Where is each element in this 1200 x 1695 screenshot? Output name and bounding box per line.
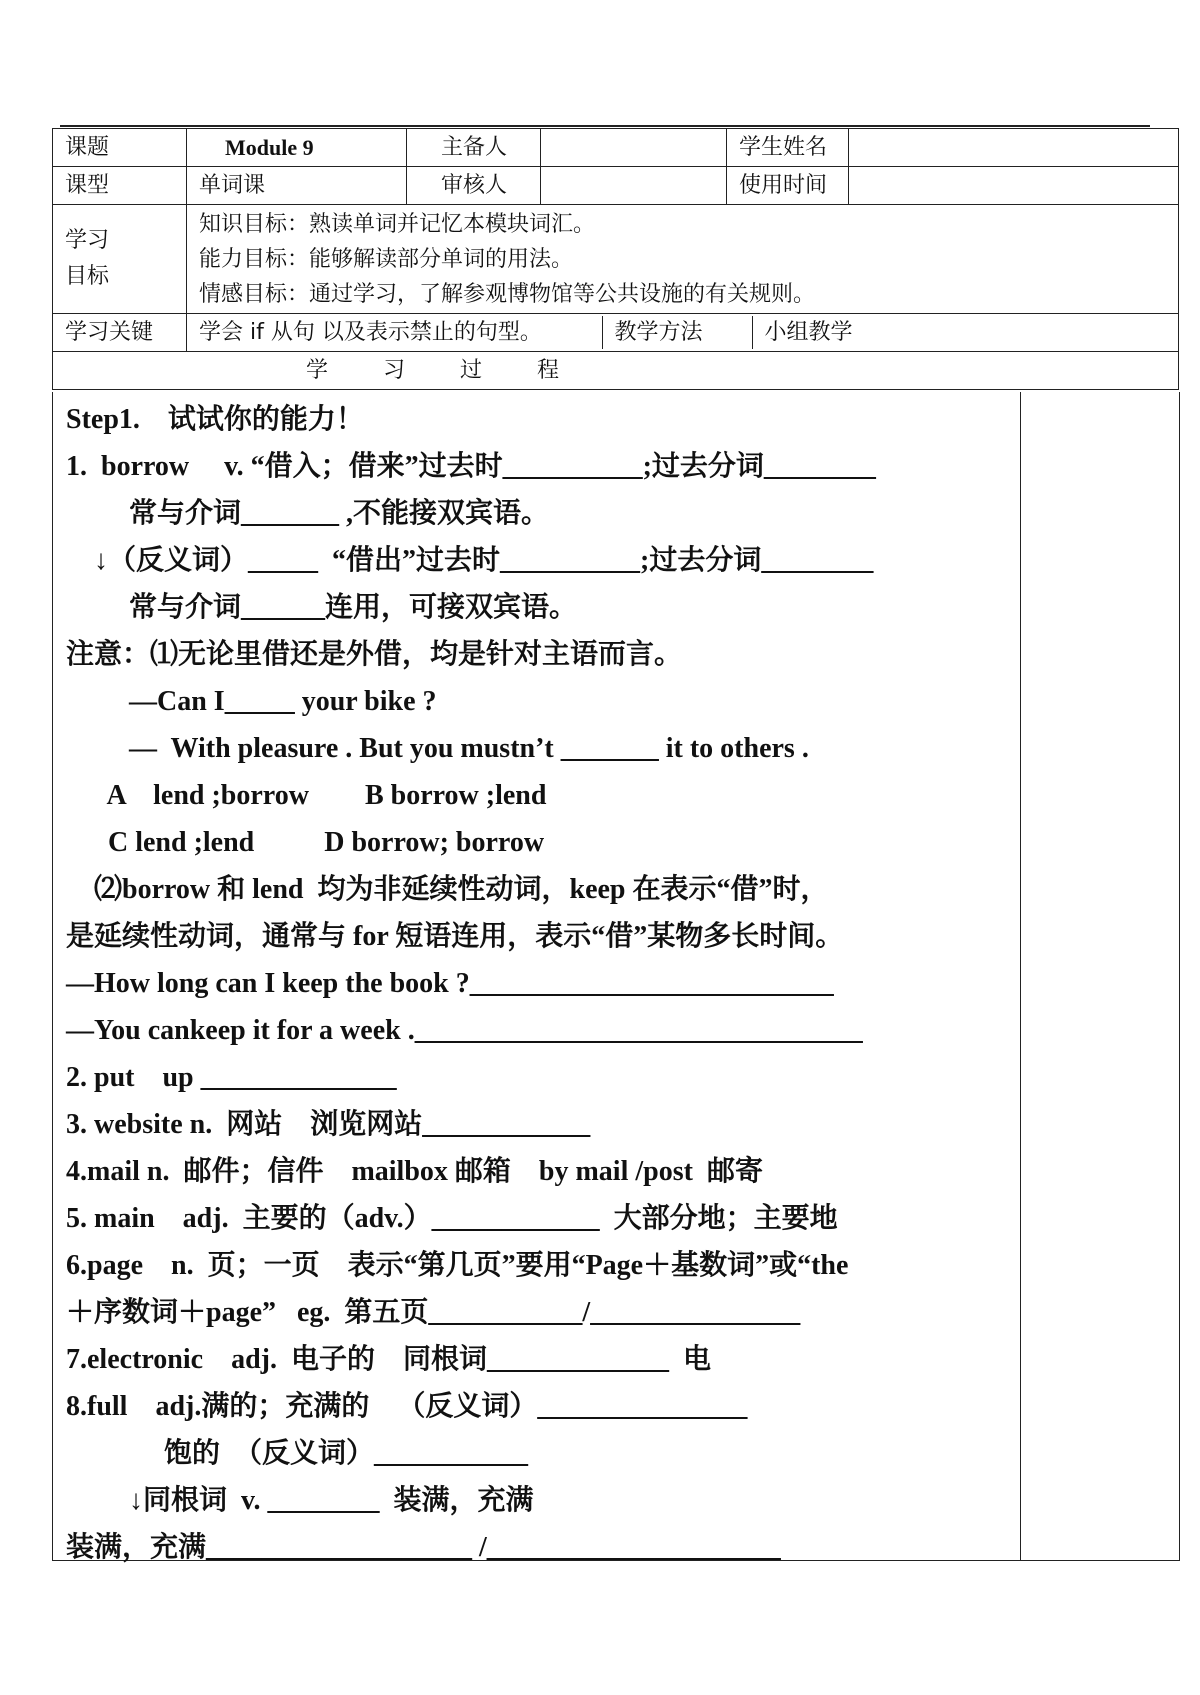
worksheet-content [66, 396, 1026, 1571]
type-value: 单词课 [187, 167, 407, 205]
header-row-2 [53, 167, 1179, 205]
item-1-borrow-note: 常与介词_______ ,不能接双宾语。 [66, 498, 550, 529]
keep-answer: —You cankeep it for a week .________________________________ [66, 1015, 863, 1046]
choice-row-2: C lend ;lend D borrow; borrow [66, 827, 545, 858]
topic-value: Module 9 [187, 129, 407, 167]
method-label: 教学方法 [602, 316, 752, 349]
note-1: 注意：⑴无论里借还是外借，均是针对主语而言。 [66, 639, 683, 670]
item-6-page: 6.page n. 页；一页 表示“第几页”要用“Page＋基数词”或“the [66, 1250, 849, 1281]
choice-row-1: A lend ;borrow B borrow ;lend [66, 780, 547, 811]
item-1-lend: ↓（反义词）_____ “借出”过去时__________;过去分词________ [66, 545, 874, 576]
dialog-line-2: — With pleasure . But you mustn’t _______ it to others . [66, 733, 809, 764]
type-label: 课型 [53, 167, 187, 205]
preparer-label: 主备人 [407, 129, 541, 167]
goals-label-line-2: 目标 [65, 264, 110, 289]
student-name-field[interactable] [849, 129, 1179, 167]
item-2-put-up: 2. put up ______________ [66, 1062, 397, 1093]
time-label: 使用时间 [727, 167, 849, 205]
topic-label: 课题 [53, 129, 187, 167]
student-name-label: 学生姓名 [727, 129, 849, 167]
goals-list [187, 205, 1179, 314]
goals-label [53, 205, 187, 314]
step-heading: Step1. 试试你的能力！ [66, 404, 364, 435]
item-8-fill: ↓同根词 v. ________ 装满，充满 [66, 1485, 534, 1516]
reviewer-field[interactable] [541, 167, 727, 205]
key-label: 学习关键 [53, 314, 187, 352]
item-6-page-cont: ＋序数词＋page” eg. 第五页___________/_______________ [66, 1297, 801, 1328]
header-row-1 [53, 129, 1179, 167]
top-rule [60, 125, 1150, 127]
goals-row [53, 205, 1179, 314]
process-row [53, 352, 1179, 390]
header-table [52, 128, 1179, 390]
time-field[interactable] [849, 167, 1179, 205]
dialog-line-1: —Can I_____ your bike ? [66, 686, 437, 717]
process-title: 学 习 过 程 [53, 352, 1179, 390]
preparer-field[interactable] [541, 129, 727, 167]
item-1-borrow: 1. borrow v. “借入；借来”过去时__________;过去分词________ [66, 451, 876, 482]
reviewer-label: 审核人 [407, 167, 541, 205]
item-1-lend-note: 常与介词______连用，可接双宾语。 [66, 592, 578, 623]
item-3-website: 3. website n. 网站 浏览网站____________ [66, 1109, 591, 1140]
item-4-mail: 4.mail n. 邮件；信件 mailbox 邮箱 by mail /post 邮寄 [66, 1156, 763, 1187]
goal-knowledge: 知识目标：熟读单词并记忆本模块词汇。 [199, 211, 596, 237]
item-8-fill-2: 装满，充满___________________ /_____________________ [66, 1532, 781, 1563]
goal-emotion: 情感目标：通过学习，了解参观博物馆等公共设施的有关规则。 [199, 281, 816, 307]
note-2-cont: 是延续性动词，通常与 for 短语连用，表示“借”某物多长时间。 [66, 921, 844, 952]
item-5-main: 5. main adj. 主要的（adv.）____________ 大部分地；主要地 [66, 1203, 838, 1234]
method-value: 小组教学 [764, 319, 853, 345]
key-value: 学会 if 从句 以及表示禁止的句型。 [187, 316, 602, 349]
item-7-electronic: 7.electronic adj. 电子的 同根词_____________ 电 [66, 1344, 711, 1375]
goals-label-line-1: 学习 [65, 228, 110, 253]
item-8-full-2: 饱的 （反义词）___________ [66, 1438, 529, 1469]
keep-question: —How long can I keep the book ?__________________________ [66, 968, 834, 999]
item-8-full: 8.full adj.满的；充满的 （反义词）_______________ [66, 1391, 748, 1422]
key-row [53, 314, 1179, 352]
goal-ability: 能力目标：能够解读部分单词的用法。 [199, 246, 574, 272]
note-2: ⑵borrow 和 lend 均为非延续性动词，keep 在表示“借”时， [66, 874, 829, 905]
